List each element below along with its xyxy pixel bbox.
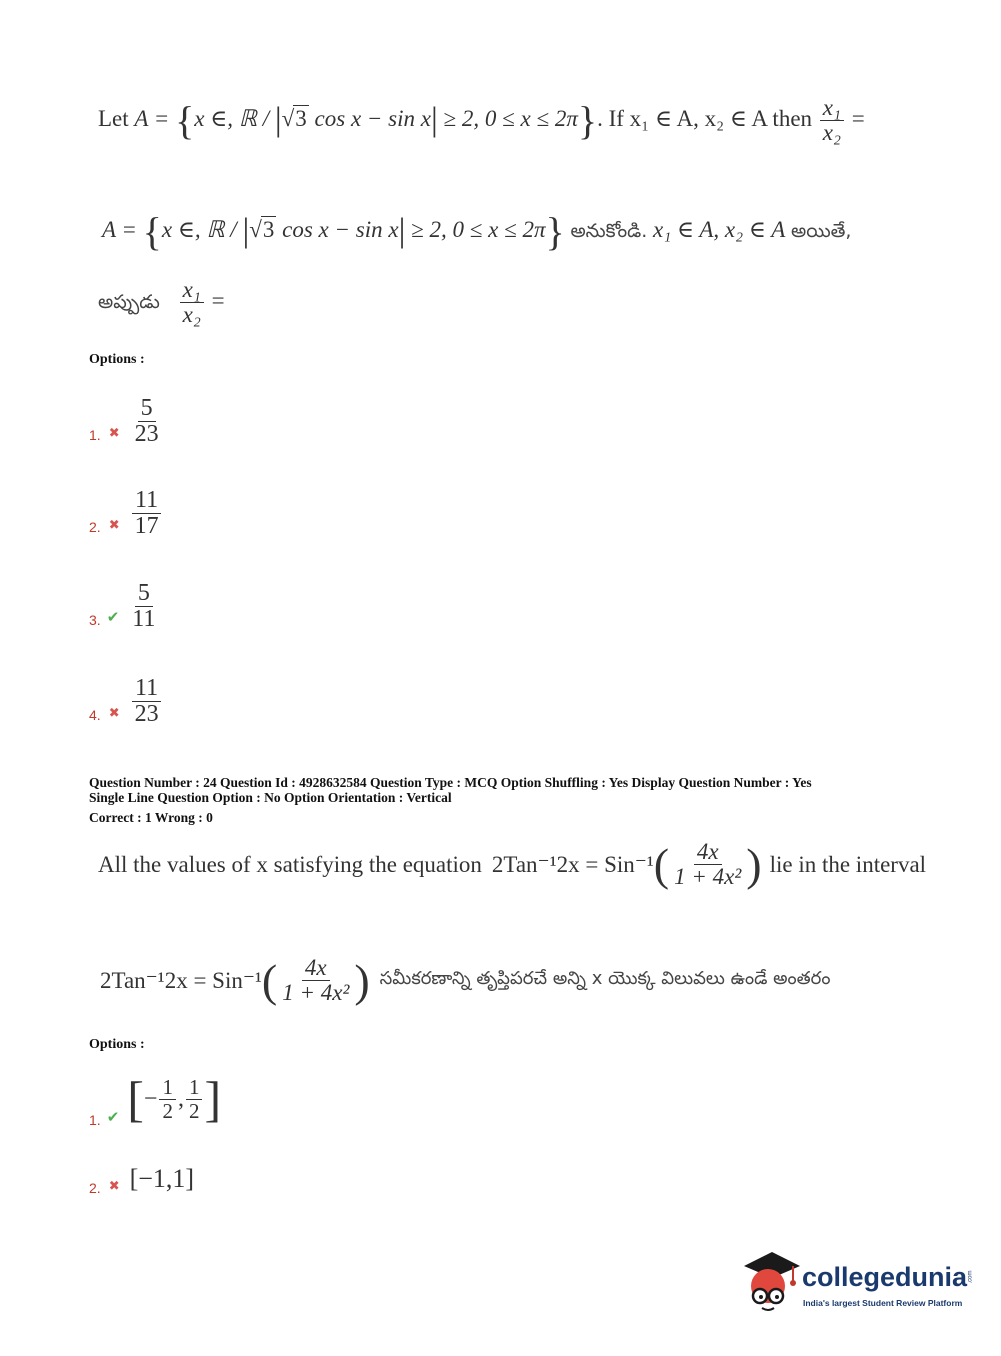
interval-high (186, 1076, 203, 1121)
abs-bar-right: | (430, 101, 438, 139)
sqrt-three: 3 (295, 105, 307, 131)
option-denominator: 23 (134, 700, 159, 727)
option-numerator: 5 (138, 396, 156, 422)
cross-icon: ✖ (108, 426, 120, 441)
set-var: x ∈, ℝ / (161, 216, 237, 242)
ratio-denominator: x₂ (822, 120, 841, 146)
fraction-denominator: 1 + 4x² (282, 980, 350, 1005)
option-numerator: 11 (132, 676, 161, 702)
ratio-numerator: x₁ (820, 96, 844, 121)
option-numerator: 11 (132, 488, 161, 514)
abs-bar-left: | (274, 101, 282, 139)
q24-english-stem (98, 838, 926, 891)
q23-option-2[interactable] (89, 473, 164, 539)
cross-icon: ✖ (108, 706, 120, 721)
equals-sign: = (211, 287, 225, 313)
check-icon: ✔ (106, 1108, 120, 1126)
q23-option-1[interactable] (89, 381, 164, 447)
q23-telugu-ratio (98, 278, 225, 327)
equals-sign: = (851, 105, 865, 131)
telugu-ayithe: అయితే, (791, 219, 852, 242)
set-lhs: A = (102, 216, 137, 242)
q23-option-4[interactable] (89, 661, 164, 727)
q23-english-stem: Let A = {x ∈, ℝ / |√3 cos x − sin x| ≥ 2, 0 ≤ x ≤ 2π}. If x₁ ∈ A, x₂ ∈ A then $\frac{\text{x₁}}{\text{x₂}}$ = (98, 95, 865, 146)
high-numerator: 1 (186, 1076, 203, 1099)
equation-fraction (279, 956, 352, 1005)
abs-bar-left: | (242, 212, 250, 250)
stem-prefix: All the values of x satisfying the equation (98, 851, 482, 877)
option-fraction (129, 581, 158, 632)
set-condition: ≥ 2, 0 ≤ x ≤ 2π (411, 216, 546, 242)
equation-lhs: 2Tan⁻¹2x = Sin⁻¹ (100, 967, 262, 993)
q24-options-label: Options : (89, 1037, 145, 1052)
left-paren: ( (653, 839, 670, 890)
if-clause: . If x₁ ∈ A, x₂ ∈ A then (597, 105, 813, 131)
high-denominator: 2 (188, 1098, 200, 1123)
left-paren: ( (261, 955, 278, 1006)
q24-option-1[interactable] (89, 1060, 221, 1128)
left-bracket: [ (127, 1071, 144, 1127)
set-body: cos x − sin x (282, 216, 399, 242)
ratio-fraction (180, 278, 204, 327)
option-fraction (132, 488, 162, 539)
meta-line-1: Question Number : 24 Question Id : 4928632584 Question Type : MCQ Option Shuffling : Yes Display Question Number : Yes (89, 775, 812, 790)
comma: , (177, 1085, 184, 1112)
telugu-anukondi: అనుకోండి. (570, 219, 648, 242)
cross-icon: ✖ (108, 1179, 120, 1194)
option-number: 1. (89, 1112, 101, 1128)
logo-wordmark: collegedunia (802, 1262, 968, 1292)
set-var: x ∈, ℝ / (194, 105, 270, 131)
let-word: Let (98, 105, 129, 131)
logo-tagline: India's largest Student Review Platform (803, 1298, 963, 1308)
option-numerator: 5 (135, 581, 153, 607)
option-fraction (132, 396, 162, 447)
right-paren: ) (354, 955, 370, 1006)
meta-line-2: Single Line Question Option : No Option Orientation : Vertical (89, 790, 452, 805)
right-brace: } (545, 209, 565, 254)
set-members: x₁ ∈ A, x₂ ∈ A (653, 216, 786, 242)
option-number: 3. (89, 612, 101, 628)
option-number: 2. (89, 519, 101, 535)
q23-option-3[interactable] (89, 566, 160, 632)
q24-option-2[interactable] (89, 1160, 194, 1196)
ratio-denominator: x₂ (182, 302, 201, 328)
sqrt-three: 3 (262, 216, 275, 242)
option-number: 2. (89, 1180, 101, 1196)
option-number: 4. (89, 707, 101, 723)
option-number: 1. (89, 427, 101, 443)
low-denominator: 2 (162, 1098, 173, 1123)
minus-sign: − (143, 1085, 158, 1112)
equation-fraction (671, 840, 744, 889)
right-bracket: ] (204, 1071, 222, 1127)
option-denominator: 17 (134, 512, 159, 539)
interval-low (159, 1076, 176, 1121)
set-body: cos x − sin x (314, 105, 431, 131)
stem-suffix: lie in the interval (769, 851, 927, 877)
option-denominator: 11 (132, 605, 156, 632)
equation-lhs: 2Tan⁻¹2x = Sin⁻¹ (491, 851, 654, 877)
telugu-suffix: సమీకరణాన్ని తృప్తిపరచే అన్ని x యొక్క విలువలు ఉండే అంతరం (379, 968, 831, 989)
option-value: [−1,1] (129, 1164, 195, 1193)
right-paren: ) (746, 839, 762, 890)
q24-telugu-stem (100, 954, 830, 1007)
ratio-numerator: x₁ (180, 278, 204, 303)
left-brace: { (142, 209, 162, 254)
option-fraction (132, 676, 162, 727)
collegedunia-logo[interactable] (740, 1248, 980, 1318)
check-icon: ✔ (106, 608, 120, 626)
q23-telugu-stem: A = {x ∈, ℝ / |√3 cos x − sin x| ≥ 2, 0 ≤ x ≤ 2π} అనుకోండి. x₁ ∈ A, x₂ ∈ A అయితే, (102, 209, 852, 254)
q24-meta (89, 775, 812, 825)
q23-options-label: Options : (89, 352, 145, 367)
cross-icon: ✖ (108, 518, 120, 533)
logo-com: .com (967, 1270, 974, 1284)
left-brace: { (175, 98, 195, 144)
option-denominator: 23 (134, 420, 159, 447)
set-lhs: A = (134, 105, 170, 131)
option-interval (127, 1071, 222, 1127)
fraction-denominator: 1 + 4x² (674, 864, 742, 889)
fraction-numerator: 4x (302, 956, 330, 981)
low-numerator: 1 (159, 1076, 176, 1099)
meta-line-3: Correct : 1 Wrong : 0 (89, 810, 213, 825)
set-condition: ≥ 2, 0 ≤ x ≤ 2π (443, 105, 578, 131)
fraction-numerator: 4x (694, 840, 722, 865)
right-brace: } (577, 98, 598, 144)
mascot-icon (740, 1248, 802, 1314)
abs-bar-right: | (398, 212, 406, 250)
ratio-fraction (820, 96, 844, 145)
telugu-appudu: అప్పుడు (98, 290, 160, 313)
